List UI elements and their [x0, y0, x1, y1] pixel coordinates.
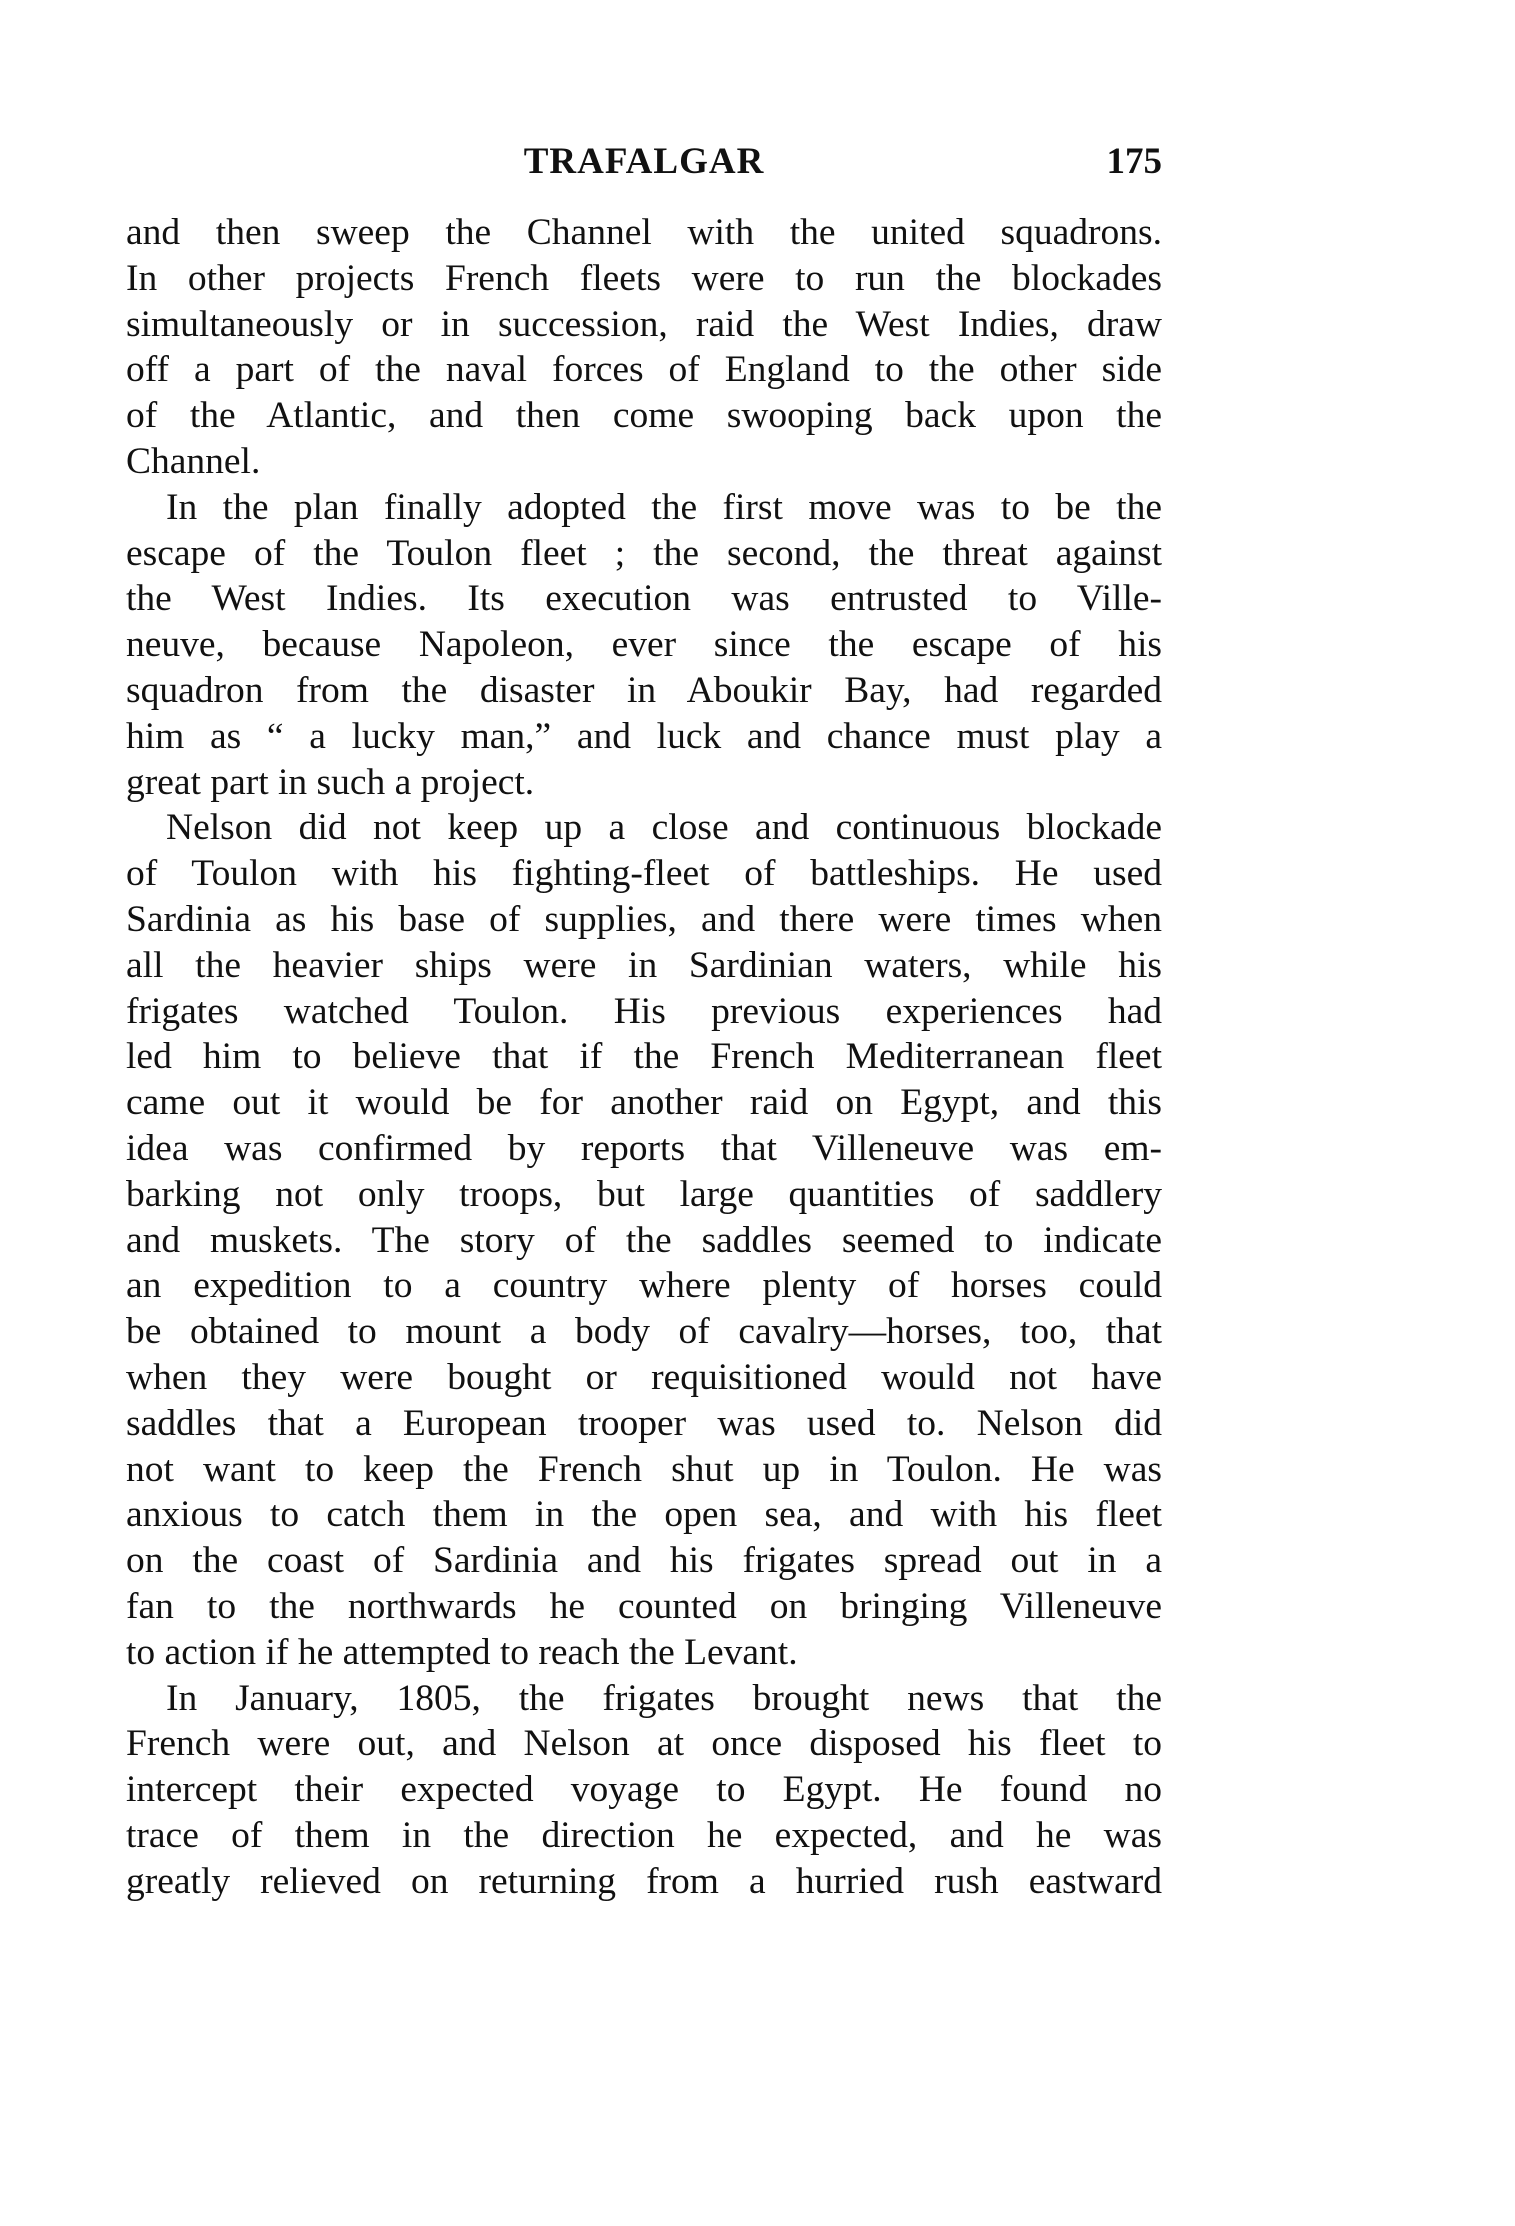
text-line: be obtained to mount a body of cavalry—horses, too, that: [126, 1311, 1162, 1353]
text-line: to action if he attempted to reach the Levant.: [126, 1631, 798, 1673]
text-line: not want to keep the French shut up in Toulon. He was: [126, 1448, 1162, 1490]
text-line: In the plan finally adopted the first move was to be the: [166, 486, 1162, 528]
text-line: greatly relieved on returning from a hurried rush eastward: [126, 1860, 1162, 1902]
text-line: off a part of the naval forces of England to the other side: [126, 349, 1162, 391]
text-line: all the heavier ships were in Sardinian waters, while his: [126, 944, 1162, 986]
body-text: [126, 210, 1162, 1904]
text-line: saddles that a European trooper was used to. Nelson did: [126, 1402, 1162, 1444]
text-line: In January, 1805, the frigates brought news that the: [166, 1677, 1162, 1719]
text-line: trace of them in the direction he expected, and he was: [126, 1814, 1162, 1856]
text-line: of the Atlantic, and then come swooping back upon the: [126, 395, 1162, 437]
text-line: and then sweep the Channel with the united squadrons.: [126, 212, 1162, 253]
text-line: Channel.: [126, 440, 261, 482]
text-line: anxious to catch them in the open sea, and with his fleet: [126, 1494, 1162, 1536]
text-line: Nelson did not keep up a close and continuous blockade: [166, 807, 1162, 849]
text-line: escape of the Toulon fleet ; the second, the threat against: [126, 532, 1162, 574]
text-line: squadron from the disaster in Aboukir Bay, had regarded: [126, 669, 1162, 711]
text-line: Sardinia as his base of supplies, and there were times when: [126, 898, 1162, 940]
text-line: came out it would be for another raid on Egypt, and this: [126, 1082, 1162, 1124]
text-line: led him to believe that if the French Mediterranean fleet: [126, 1036, 1162, 1078]
running-title: TRAFALGAR: [523, 141, 765, 182]
text-line: of Toulon with his fighting-fleet of battleships. He used: [126, 853, 1162, 895]
text-line: neuve, because Napoleon, ever since the escape of his: [126, 624, 1162, 666]
text-line: idea was confirmed by reports that Villeneuve was em-: [126, 1127, 1162, 1169]
text-line: the West Indies. Its execution was entrusted to Ville-: [126, 578, 1162, 620]
text-line: In other projects French fleets were to run the blockades: [126, 257, 1162, 299]
text-line: intercept their expected voyage to Egypt. He found no: [126, 1769, 1162, 1811]
text-line: great part in such a project.: [126, 761, 535, 803]
text-line: on the coast of Sardinia and his frigates spread out in a: [126, 1540, 1162, 1582]
text-line: him as “ a lucky man,” and luck and chance must play a: [126, 715, 1162, 757]
text-line: and muskets. The story of the saddles seemed to indicate: [126, 1219, 1162, 1261]
text-line: barking not only troops, but large quantities of saddlery: [126, 1173, 1162, 1215]
text-line: an expedition to a country where plenty of horses could: [126, 1265, 1162, 1307]
text-line: frigates watched Toulon. His previous experiences had: [126, 990, 1162, 1032]
page-header: [126, 140, 1162, 190]
text-line: fan to the northwards he counted on bringing Villeneuve: [126, 1585, 1162, 1627]
page-number: 175: [1106, 141, 1162, 182]
text-line: when they were bought or requisitioned would not have: [126, 1356, 1162, 1398]
text-line: simultaneously or in succession, raid the West Indies, draw: [126, 303, 1162, 345]
text-line: French were out, and Nelson at once disposed his fleet to: [126, 1723, 1162, 1765]
